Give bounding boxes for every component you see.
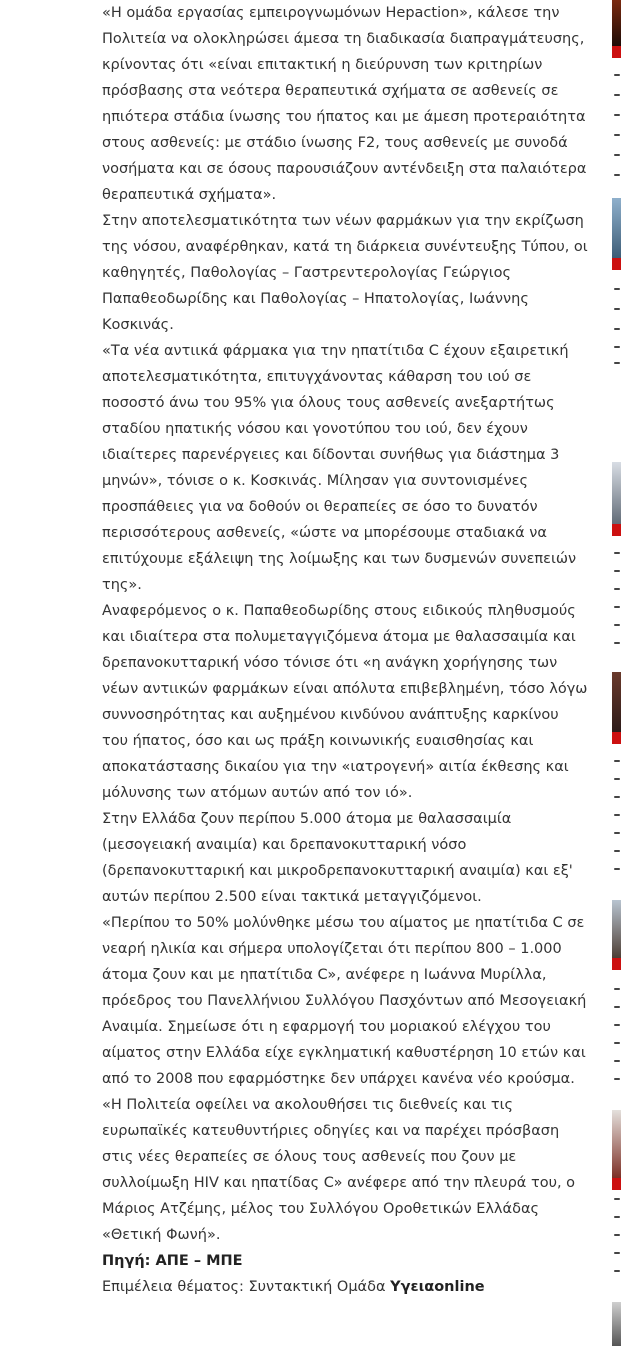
related-article-title-line[interactable] [614, 1270, 620, 1272]
related-article-title-line[interactable] [614, 1252, 620, 1254]
related-article-title-line[interactable] [614, 850, 620, 852]
credit-brand: Υγειαonline [390, 1279, 485, 1295]
related-article-title-line[interactable] [614, 154, 620, 156]
related-article-thumbnail[interactable] [612, 198, 621, 260]
related-article-title-line[interactable] [614, 778, 620, 780]
article-paragraph: «Η ομάδα εργασίας εμπειρογνωμόνων Hepaction», κάλεσε την Πολιτεία να ολοκληρώσει άμεσα τη διαδικασία διαπραγμάτευσης, κρίνοντας ότι «είναι επιτακτική η διεύρυνση των κριτηρίων πρόσβασης στα νεότερα θεραπευτικά σχήματα σε ασθενείς σε ηπιότερα στάδια ίνωσης του ήπατος και με άμεση προτεραιότητα στους ασθενείς: με στάδιο ίνωσης F2, τους ασθενείς με συνοδά νοσήματα και σε όσους παρουσιάζουν αντένδειξη στα παλαιότερα θεραπευτικά σχήματα». [102, 5, 587, 203]
related-article-title-line[interactable] [614, 94, 620, 96]
related-article-thumbnail[interactable] [612, 1110, 621, 1180]
related-article-title-line[interactable] [614, 814, 620, 816]
related-article-title-line[interactable] [614, 134, 620, 136]
related-article-title-line[interactable] [614, 308, 620, 310]
related-article-thumbnail[interactable] [612, 900, 621, 960]
related-article-title-line[interactable] [614, 1216, 620, 1218]
related-article-title-line[interactable] [614, 346, 620, 348]
related-article-title-line[interactable] [614, 642, 620, 644]
related-article-title-line[interactable] [614, 1042, 620, 1044]
related-article-title-line[interactable] [614, 362, 620, 364]
article-paragraph: Στην αποτελεσματικότητα των νέων φαρμάκων για την εκρίζωση της νόσου, αναφέρθηκαν, κατά τη διάρκεια συνέντευξης Τύπου, οι καθηγητές, Παθολογίας – Γαστρεντερολογίας Γεώργιος Παπαθεοδωρίδης και Παθολογίας – Ηπατολογίας, Ιωάννης Κοσκινάς. [102, 213, 588, 333]
category-badge [612, 524, 621, 536]
related-article-title-line[interactable] [614, 1198, 620, 1200]
related-article-title-line[interactable] [614, 1234, 620, 1236]
category-badge [612, 958, 621, 970]
related-article-title-line[interactable] [614, 328, 620, 330]
related-article-title-line[interactable] [614, 796, 620, 798]
related-article-title-line[interactable] [614, 552, 620, 554]
related-article-thumbnail[interactable] [612, 462, 621, 528]
related-article-title-line[interactable] [614, 606, 620, 608]
related-article-title-line[interactable] [614, 760, 620, 762]
article-paragraph: Αναφερόμενος ο κ. Παπαθεοδωρίδης στους ειδικούς πληθυσμούς και ιδιαίτερα στα πολυμεταγγιζόμενα άτομα με θαλασσαιμία και δρεπανοκυτταρική νόσο τόνισε ότι «η ανάγκη χορήγησης των νέων αντιικών φαρμάκων είναι απόλυτα επιβεβλημένη, τόσο λόγω συννοσηρότητας και αυξημένου κινδύνου ανάπτυξης καρκίνου του ήπατος, όσο και ως πράξη κοινωνικής ευαισθησίας και αποκατάστασης δικαίου για την «ιατρογενή» αιτία έκθεσης και μόλυνσης των ατόμων αυτών από τον ιό». [102, 603, 588, 801]
article-body [102, 0, 589, 1300]
related-article-title-line[interactable] [614, 988, 620, 990]
article-credit [102, 1274, 589, 1300]
category-badge [612, 46, 621, 58]
category-badge [612, 732, 621, 744]
related-article-title-line[interactable] [614, 1060, 620, 1062]
category-badge [612, 258, 621, 270]
related-article-title-line[interactable] [614, 288, 620, 290]
article-paragraph: «Περίπου το 50% μολύνθηκε μέσω του αίματος με ηπατίτιδα C σε νεαρή ηλικία και σήμερα υπολογίζεται ότι περίπου 800 – 1.000 άτομα ζουν και με ηπατίτιδα C», ανέφερε η Ιωάννα Μυρίλλα, πρόεδρος του Πανελλήνιου Συλλόγου Πασχόντων από Μεσογειακή Αναιμία. Σημείωσε ότι η εφαρμογή του μοριακού ελέγχου του αίματος στην Ελλάδα είχε εγκληματική καθυστέρηση 10 ετών και από το 2008 που εφαρμόστηκε δεν υπάρχει κανένα νέο κρούσμα. «Η Πολιτεία οφείλει να ακολουθήσει τις διεθνείς και τις ευρωπαϊκές κατευθυντήριες οδηγίες και να παρέχει πρόσβαση στις νέες θεραπείες σε όλους τους ασθενείς που ζουν με συλλοίμωξη HIV και ηπατίδας C» ανέφερε από την πλευρά του, ο Μάριος Ατζέμης, μέλος του Συλλόγου Οροθετικών Ελλάδας «Θετική Φωνή». [102, 915, 587, 1243]
related-article-title-line[interactable] [614, 74, 620, 76]
related-article-title-line[interactable] [614, 1078, 620, 1080]
related-article-thumbnail[interactable] [612, 1302, 621, 1346]
related-article-title-line[interactable] [614, 570, 620, 572]
related-article-title-line[interactable] [614, 114, 620, 116]
article-paragraph: «Τα νέα αντιικά φάρμακα για την ηπατίτιδα C έχουν εξαιρετική αποτελεσματικότητα, επιτυγχάνοντας κάθαρση του ιού σε ποσοστό άνω του 95% για όλους τους ασθενείς ανεξαρτήτως σταδίου ηπατικής νόσου και γονοτύπου του ιού, δεν έχουν ιδιαίτερες παρενέργειες και δίδονται συνήθως για διάστημα 3 μηνών», τόνισε ο κ. Κοσκινάς. Μίλησαν για συντονισμένες προσπάθειες για να δοθούν οι θεραπείες σε όσο το δυνατόν περισσότερους ασθενείς, «ώστε να μπορέσουμε σταδιακά να επιτύχουμε εξάλειψη της λοίμωξης και των δυσμενών συνεπειών της». [102, 343, 577, 593]
related-article-thumbnail[interactable] [612, 672, 621, 734]
article-source: Πηγή: ΑΠΕ – ΜΠΕ [102, 1253, 243, 1269]
related-articles-sidebar [612, 0, 621, 1346]
related-article-title-line[interactable] [614, 1006, 620, 1008]
related-article-title-line[interactable] [614, 174, 620, 176]
related-article-thumbnail[interactable] [612, 0, 621, 48]
article-paragraph: Στην Ελλάδα ζουν περίπου 5.000 άτομα με θαλασσαιμία (μεσογειακή αναιμία) και δρεπανοκυτταρική νόσο (δρεπανοκυτταρική και μικροδρεπανοκυτταρική αναιμία) και εξ' αυτών περίπου 2.500 είναι τακτικά μεταγγιζόμενοι. [102, 811, 573, 905]
related-article-title-line[interactable] [614, 832, 620, 834]
related-article-title-line[interactable] [614, 868, 620, 870]
related-article-title-line[interactable] [614, 1024, 620, 1026]
credit-prefix: Επιμέλεια θέματος: Συντακτική Ομάδα [102, 1279, 391, 1295]
related-article-title-line[interactable] [614, 624, 620, 626]
related-article-title-line[interactable] [614, 588, 620, 590]
category-badge [612, 1178, 621, 1190]
